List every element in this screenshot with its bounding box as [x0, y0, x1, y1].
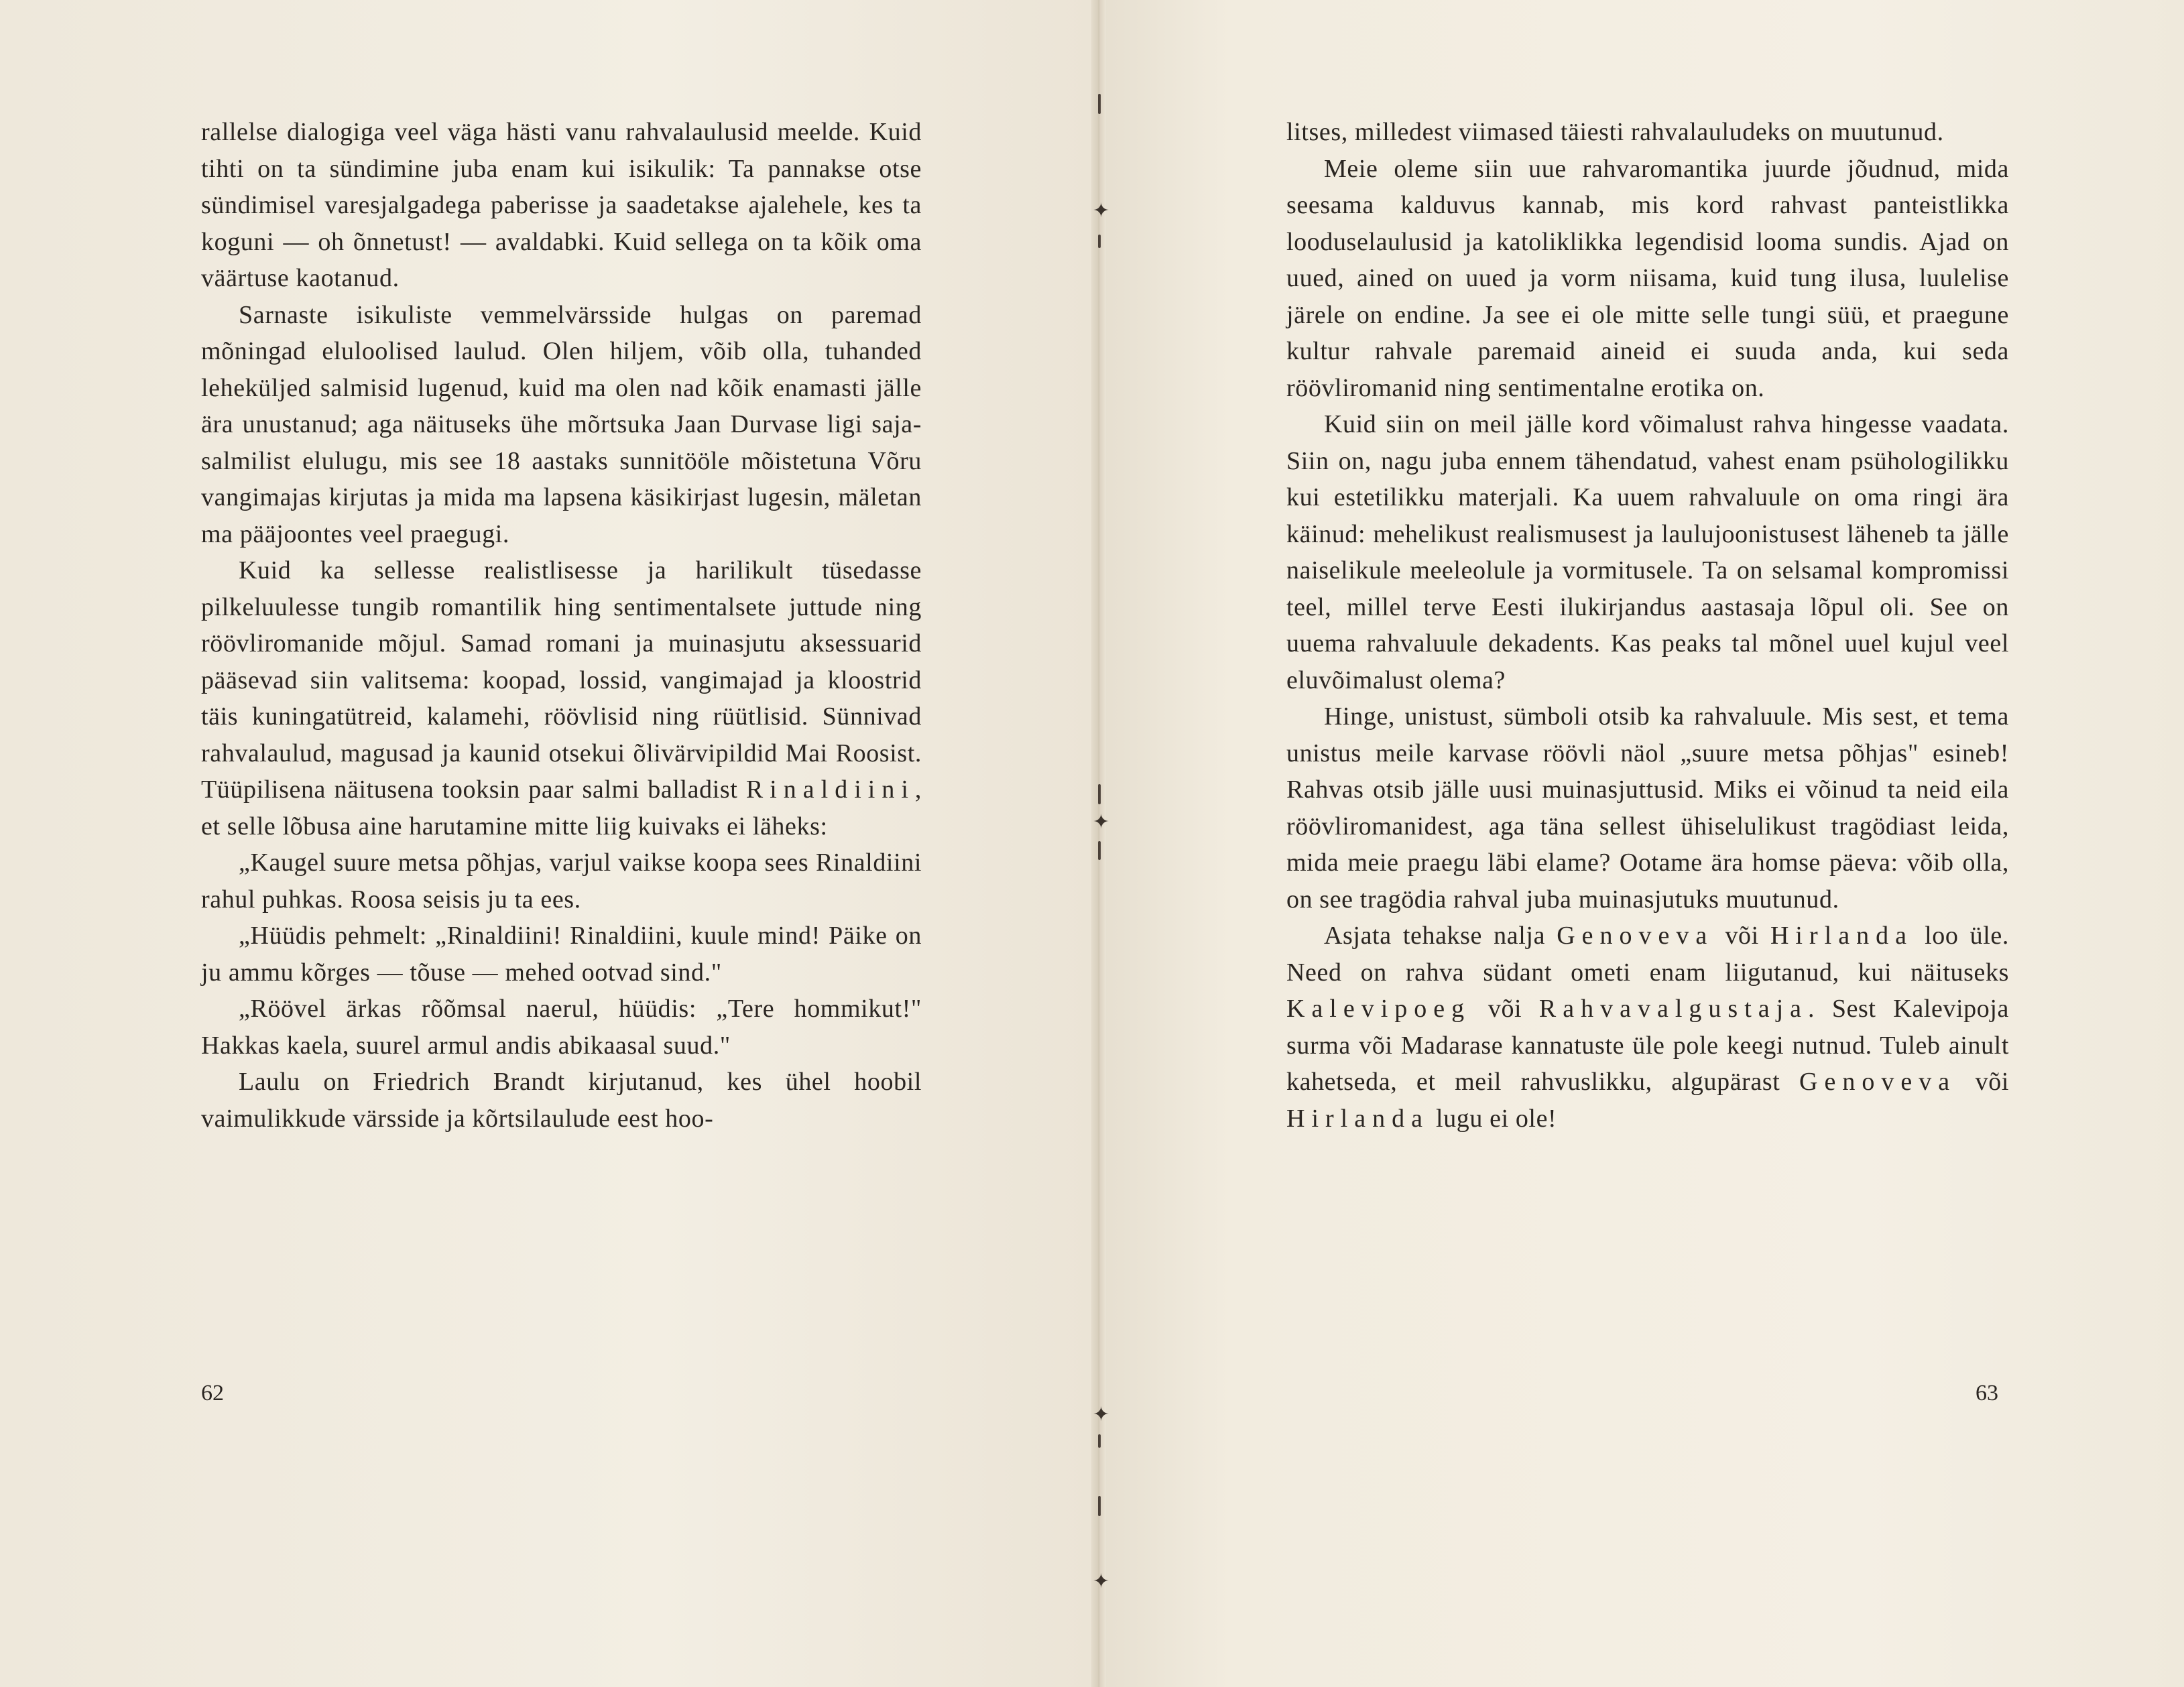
binding-thread	[1098, 841, 1101, 860]
paragraph-text: lugu ei ole!	[1429, 1104, 1557, 1133]
paragraph-text: Asjata tehakse nalja	[1324, 922, 1557, 950]
paragraph	[1286, 918, 2009, 1137]
paragraph-text: , et selle lõbusa aine harutamine mitte liig kuivaks ei läheks:	[201, 775, 922, 840]
binding-stitch: ✦	[1093, 811, 1110, 833]
binding-stitch: ✦	[1093, 1570, 1110, 1592]
page-number: 62	[201, 1381, 224, 1405]
paragraph: Laulu on Friedrich Brandt kirjutanud, kes ühel hoobil vaimulikkude värsside ja kõrtsilaulude eest hoo-	[201, 1068, 922, 1133]
paragraph	[201, 552, 922, 845]
paragraph: Sarnaste isikuliste vemmelvärsside hulgas on paremad mõningad eluloolised laulud. Olen hiljem, võib olla, tuhanded leheküljed salmisid lugenud, kuid ma olen nad kõik enamasti jälle ära unustanud; aga näituseks ühe mõrtsuka Jaan Durvase ligi saja-salmilist elulugu, mis see 18 aastaks sunnitööle mõistetuna Võru vangimajas kirjutas ja mida ma lapsena käsikirjast lugesin, mäletan ma pääjoontes veel praegugi.	[201, 300, 922, 548]
paragraph-text: loo üle. Need on rahva südant ometi enam liigutanud, kui näituseks	[1286, 922, 2009, 987]
spaced-title: Hirlanda	[1286, 1104, 1429, 1133]
paragraph: litses, milledest viimased täiesti rahvalauludeks on muutunud.	[1286, 118, 1944, 146]
ballad-title: Rinaldiini	[745, 775, 915, 804]
binding-stitch: ✦	[1093, 200, 1110, 222]
binding-thread	[1098, 1496, 1101, 1516]
paragraph: Hinge, unistust, sümboli otsib ka rahvaluule. Mis sest, et tema unistus meile karvase röövli näol „suure metsa põhjas" esineb! Rahvas otsib jälle uusi muinasjuttusid. Miks ei võinud ta neid eila röövliromanidest, aga täna sellest ühiselulikust tragödiast leida, mida meie praegu läbi elame? Ootame ära homse päeva: võib olla, on see tragödia rahval juba muinasjutuks muutunud.	[1286, 702, 2009, 914]
spaced-title: Genoveva	[1557, 922, 1714, 950]
binding-thread	[1098, 784, 1101, 804]
paragraph-text: Kuid ka sellesse realistlisesse ja harilikult tüsedasse pilkeluulesse tungib romantilik hing sentimentalsete juttude ning röövliromanide mõjul. Samad romani ja muinasjutu aksessuarid pääsevad siin valitsema: koopad, lossid, vangimajad ja kloostrid täis kuningatütreid, kalamehi, röövlisid ning rüütlisid. Sünnivad rahvalaulud, magusad ja kaunid otsekui õlivärvipildid Mai Roosist. Tüüpilisena näitusena tooksin paar salmi balladist	[201, 556, 922, 804]
paragraph-text: või	[1956, 1068, 2009, 1096]
spaced-title: Kalevipoeg	[1286, 995, 1471, 1023]
paragraph-text: või	[1471, 995, 1539, 1023]
paragraph: rallelse dialogiga veel väga hästi vanu rahvalaulusid meelde. Kuid tihti on ta sündimine juba enam kui isikulik: Ta pannakse otse sündimisel varesjalgadega paberisse ja saadetakse ajalehele, kes ta koguni — oh õnnetust! — avaldabki. Kuid sellega on ta kõik oma väärtuse kaotanud.	[201, 118, 922, 292]
binding-thread	[1098, 94, 1101, 114]
page-number: 63	[1976, 1381, 1998, 1405]
paragraph-text: . Sest Kalevipoja surma või Madarase kannatuste üle pole keegi nutnud. Tuleb ainult kahetseda, et meil rahvuslikku, algupärast	[1286, 995, 2009, 1096]
paragraph-text: või	[1713, 922, 1770, 950]
left-page-text	[201, 114, 922, 1137]
binding-thread	[1098, 1434, 1101, 1448]
spaced-title: Hirlanda	[1770, 922, 1913, 950]
paragraph: Meie oleme siin uue rahvaromantika juurde jõudnud, mida seesama kalduvus kannab, mis kord rahvast panteistlikka looduselaulusid ja katoliklikka legendisid looma sundis. Ajad on uued, ained on uued ja vorm niisama, kuid tung ilusa, luulelise järele on endine. Ja see ei ole mitte selle tungi süü, et praegune kultur rahvale paremaid aineid ei suuda anda, kui seda röövliromanid ning sentimentalne erotika on.	[1286, 154, 2009, 402]
spaced-title: Genoveva	[1799, 1068, 1957, 1096]
paragraph: Kuid siin on meil jälle kord võimalust rahva hingesse vaadata. Siin on, nagu juba ennem tähendatud, vahest enam psühologilikku kui estetilikku materjali. Ka uuem rahvaluule on oma ringi ära käinud: mehelikust realismusest ja laulujoonistusest läheneb ta jälle naiselikule meeleolule ja vormitusele. Ta on selsamal kompromissi teel, millel terve Eesti ilukirjandus aastasaja lõpul oli. See on uuema rahvaluule dekadents. Kas peaks tal mõnel uuel kujul veel eluvõimalust olema?	[1286, 410, 2009, 694]
verse: „Kaugel suure metsa põhjas, varjul vaikse koopa sees Rinaldiini rahul puhkas. Roosa seisis ju ta ees.	[201, 849, 922, 914]
binding-stitch: ✦	[1093, 1403, 1110, 1426]
spaced-title: Rahvavalgustaja	[1538, 995, 1809, 1023]
right-page-text	[1286, 114, 2009, 1137]
verse: „Hüüdis pehmelt: „Rinaldiini! Rinaldiini, kuule mind! Päike on ju ammu kõrges — tõuse — mehed ootvad sind."	[201, 922, 922, 987]
binding-thread	[1098, 235, 1101, 248]
verse: „Röövel ärkas rõõmsal naerul, hüüdis: „Tere hommikut!" Hakkas kaela, suurel armul andis abikaasal suud."	[201, 995, 922, 1060]
right-page	[1101, 0, 2184, 1687]
